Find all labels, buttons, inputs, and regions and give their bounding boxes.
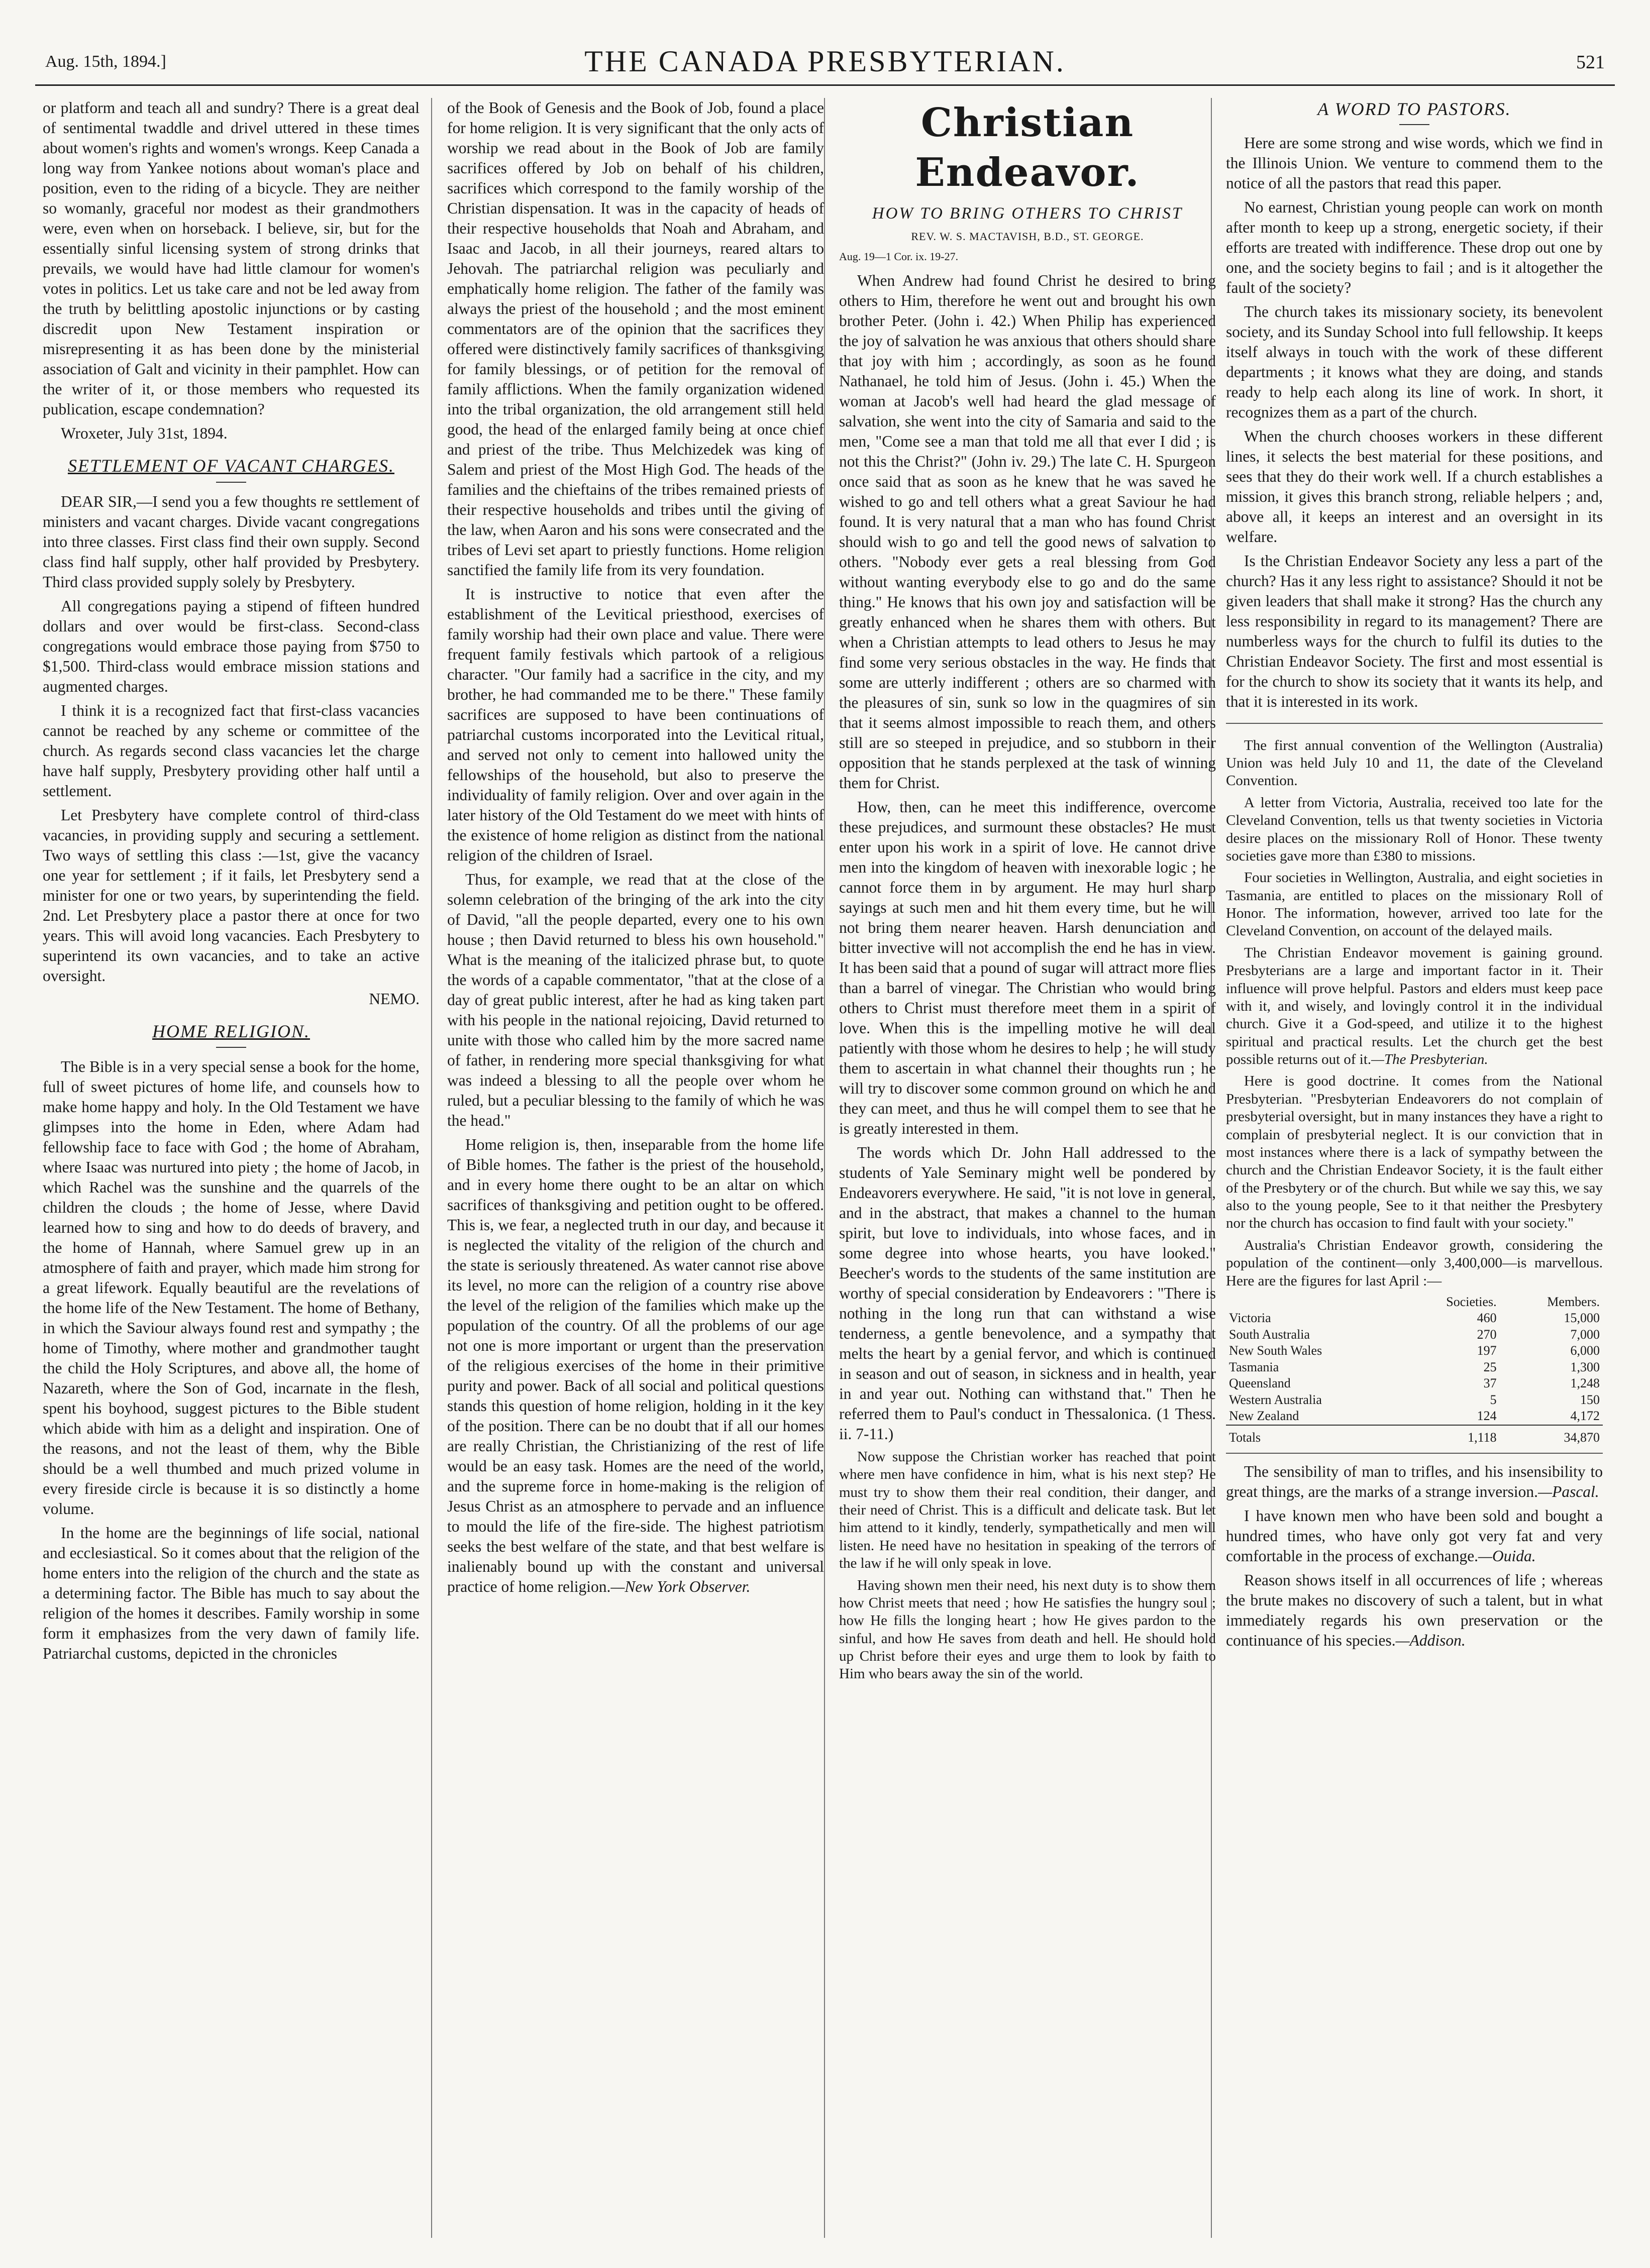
pastors-paragraph: No earnest, Christian young people can work on month after month to keep up a strong, energetic society, if their efforts are treated with indifference. These drop out one by one, and the society begins to fail ; and is it altogether the fault of the society? (1226, 198, 1603, 296)
table-total-row (1226, 1425, 1603, 1446)
heading-word-to-pastors: A WORD TO PASTORS. (1317, 99, 1511, 119)
issue-date: Aug. 15th, 1894.] (45, 52, 166, 71)
table-header-row (1226, 1294, 1603, 1311)
heading-rule (216, 482, 246, 483)
news-item (1226, 944, 1603, 1069)
article-paragraph: How, then, can he meet this indifference, overcome these prejudices, and surmount these obstacles? He must enter upon his work in a spirit of love. He cannot drive men into the kingdom of heaven with inexorable logic ; he cannot force them in by argument. He may hurl sharp sayings at such men and hit them every time, but he will not bring them nearer heaven. Harsh denunciation and bitter invective will not accomplish the end he has in view. It has been said that a pound of sugar will attract more flies than a barrel of vinegar. The Christian who would bring others to Christ must therefore meet them in a spirit of love. When this is the impelling motive he will deal patiently with those whom he desires to help ; he will study them to ascertain in what channel their thoughts run ; he will try to discover some common ground on which he and they can meet, and thus he will compel them to see that he is greatly interested in them. (839, 798, 1216, 1137)
table-row (1226, 1343, 1603, 1359)
members-count: 1,300 (1570, 1359, 1600, 1374)
table-row (1226, 1392, 1603, 1409)
quotation (1226, 1570, 1603, 1651)
settlement-paragraph: All congregations paying a stipend of fifteen hundred dollars and over would be first-class. Second-class congregations would embrace those paying from $750 to $1,500. Third-class would embrace mission stations and augmented charges. (43, 597, 420, 695)
pastors-paragraph: The church takes its missionary society, its benevolent society, and its Sunday School into full fellowship. It keeps itself always in touch with the work of these different departments ; it knows what they are doing, and stands ready to help each along its line of work. In short, it recognizes them as a part of the church. (1226, 302, 1603, 421)
societies-count: 37 (1483, 1376, 1497, 1391)
australia-statistics-table (1226, 1294, 1603, 1446)
column-divider (824, 98, 825, 2238)
members-count: 150 (1580, 1392, 1600, 1407)
column-2 (447, 98, 824, 2238)
table-row (1226, 1327, 1603, 1343)
region-name: New South Wales (1229, 1343, 1322, 1358)
news-item: A letter from Victoria, Australia, received too late for the Cleveland Convention, tells us that twenty societies in Victoria desire places on the missionary Roll of Honor. These twenty societies gave more than £380 to missions. (1226, 794, 1603, 864)
table-row (1226, 1310, 1603, 1327)
source-attribution: —New York Observer. (610, 1578, 751, 1595)
home-religion-paragraph: of the Book of Genesis and the Book of Job, found a place for home religion. It is very significant that the only acts of worship we read about in the Book of Job are family sacrifices offered by Job on behalf of his children, sacrifices which correspond to the family worship of the Christian dispensation. It was in the capacity of heads of their respective households that Noah and Abraham, and Isaac and Jacob, in all their journeys, reared altars to Jehovah. The patriarchal religion was peculiarly and emphatically home religion. The father of the family was always the priest of the household ; and the most eminent commentators are of the opinion that the sacrifices they offered were distinctively family sacrifices of thanksgiving for family blessings, or of petition for the removal of family afflictions. When the family organization widened into the tribal organization, the old arrangement still held good, the head of the enlarged family being at once chief and priest of the tribe. Thus Melchizedek was king of Salem and priest of the Most High God. The heads of the families and the chieftains of the tribes remained priests of their respective households and tribes until the giving of the law, when Aaron and his sons were consecrated and the tribes of Levi set apart to priestly functions. Home religion sanctified the family life from its very foundation. (447, 99, 824, 579)
societies-count: 5 (1490, 1392, 1497, 1407)
home-religion-paragraph: Thus, for example, we read that at the close of the solemn celebration of the bringing of the ark into the city of David, "all the people departed, every one to his own house ; then David returned to bless his own household." What is the meaning of the italicized phrase but, to quote the words of a capable commentator, "that at the close of a day of great public interest, after he had as king taken part with his people in the national rejoicing, David returned to unite with those who called him by the more sacred name of father, in rendering more special thanksgiving for what was indeed a blessing to all the people over whom he ruled, but a peculiar blessing to the family of which he was the head." (447, 871, 824, 1129)
settlement-paragraph: DEAR SIR,—I send you a few thoughts re settlement of ministers and vacant charges. Divide vacant congregations into three classes. First class find their own supply. Second class find half supply, other half provided by Presbytery. Third class provided supply solely by Presbytery. (43, 492, 420, 591)
settlement-paragraph: I think it is a recognized fact that first-class vacancies cannot be reached by any scheme or committee of the church. As regards second class vacancies let the charge have half supply, Presbytery providing other half until a settlement. (43, 701, 420, 800)
region-name: New Zealand (1229, 1409, 1299, 1424)
total-members: 34,870 (1500, 1425, 1603, 1446)
region-name: Queensland (1229, 1376, 1291, 1391)
region-name: Victoria (1229, 1311, 1271, 1326)
quotation-author: —Addison. (1395, 1632, 1466, 1650)
column-3 (839, 98, 1216, 2238)
region-name: Western Australia (1229, 1392, 1322, 1407)
news-item: The first annual convention of the Wellington (Australia) Union was held July 10 and 11, the date of the Cleveland Convention. (1226, 737, 1603, 789)
quotation (1226, 1462, 1603, 1502)
newspaper-title: THE CANADA PRESBYTERIAN. (584, 45, 1066, 78)
societies-count: 460 (1477, 1311, 1497, 1326)
settlement-signature: NEMO. (369, 990, 420, 1008)
letter-dateline: Wroxeter, July 31st, 1894. (61, 424, 228, 442)
table-row (1226, 1375, 1603, 1392)
home-religion-paragraph: The Bible is in a very special sense a book for the home, full of sweet pictures of home life, and counsels how to make home happy and holy. In the Old Testament we have glimpses into the home in Eden, where Adam had fellowship face to face with God ; the home of Abraham, where Isaac was nurtured into piety ; the home of Jacob, in which Rachel was the sunshine and the quarrels of the children the clouds ; the home of Jesse, where David learned how to sing and how to do deeds of bravery, and the home of Hannah, where Samuel grew up in an atmosphere of faith and prayer, which made him strong for a great lifework. Equally beautiful are the revelations of the home life of the New Testament. The home of Bethany, in which the Saviour always found rest and sympathy ; the home of Timothy, where mother and grandmother taught the child the Holy Scriptures, and above all, the home of Nazareth, where the Son of God, incarnate in the flesh, spent his boyhood, suggest pictures to the Bible student which abide with him as a delight and inspiration. One of the reasons, and not the least of them, why the Bible should be a well thumbed and much prized volume in every fireside circle is because it is so distinctly a home volume. (43, 1058, 420, 1518)
article-paragraph: The words which Dr. John Hall addressed to the students of Yale Seminary might well be pondered by Endeavorers everywhere. He said, "it is not love in general, and in the abstract, that makes a channel to the human spirit, but love to individuals, into whose faces, and in some degree into whose hearts, you have looked." Beecher's words to the students of the same institution are worthy of special consideration by Endeavorers : "There is nothing in the long run that can withstand a wise tenderness, a gentle benevolence, and a sympathy that melts the heart by a genial fervor, and which is continued in season and out of season, in sickness and in health, year in and year out. Nothing can withstand that." Then he referred them to Paul's conduct in Thessalonica. (1 Thess. ii. 7-11.) (839, 1143, 1216, 1443)
section-title-christian-endeavor: Christian Endeavor. (915, 100, 1140, 196)
quotation-author: —Pascal. (1538, 1483, 1599, 1501)
home-religion-paragraph: In the home are the beginnings of life social, national and ecclesiastical. So it comes about that the religion of the home enters into the religion of the church and the state as a determining factor. The Bible has much to say about the religion of the homes it describes. Family worship in some form it emphasizes from the very dawn of family life. Patriarchal customs, depicted in the chronicles (43, 1524, 420, 1663)
societies-count: 124 (1477, 1409, 1497, 1424)
table-header-members: Members. (1547, 1294, 1600, 1309)
column-divider (431, 98, 432, 2238)
heading-rule (1399, 124, 1429, 125)
page-number: 521 (1576, 52, 1605, 73)
letter-continuation: or platform and teach all and sundry? There is a great deal of sentimental twaddle and drivel uttered in these times about women's rights and women's wrongs. Keep Canada a long way from Yankee notions about woman's place and position, even to the riding of a bicycle. They are neither so womanly, graceful nor modest as their grandmothers were, even when on horseback. I believe, sir, but for the essentially sinful licensing system of strong drinks that prevails, we would have had little clamour for women's votes in politics. Let us take care and not be led away from the truth by belittling apostolic injunctions or by casting discredit upon New Testament inspiration or misrepresenting it as has been done by the ministerial association of Galt and vicinity in their pamphlet. How can the writer of it, or those members who requested its publication, escape condemnation? (43, 99, 420, 418)
quotation-text: The sensibility of man to trifles, and his insensibility to great things, are the marks of a strange inversion. (1226, 1463, 1603, 1501)
total-societies: 1,118 (1400, 1425, 1500, 1446)
column-1 (43, 98, 420, 2238)
total-label: Totals (1226, 1425, 1400, 1446)
societies-count: 25 (1483, 1359, 1497, 1374)
news-item: Here is good doctrine. It comes from the National Presbyterian. "Presbyterian Endeavorers do not complain of presbyterial oversight, but in many instances they have a right to complain of presbyterial neglect. It is our conviction that in most instances where there is a lack of sympathy between the church and the Christian Endeavor Society, it is the fault either of the Presbytery or of the church. But while we say this, we say also to the young people, See to it that neither the Presbytery nor the church has occasion to find fault with your society." (1226, 1073, 1603, 1232)
pastors-paragraph: Is the Christian Endeavor Society any less a part of the church? Has it any less right to assistance? Should it not be given leaders that shall make it strong? Has the church any less responsibility in regard to its management? There are numberless ways for the church to fulfil its duties to the Christian Endeavor Society. The first and most essential is for the church to show its society that it wants its help, and that it is interested in its work. (1226, 552, 1603, 710)
pastors-paragraph: When the church chooses workers in these different lines, it selects the best material for these positions, and sees that they do their work well. If a church establishes a mission, it gives this branch strong, reliable helpers ; and, above all, it keeps an interest and an oversight in its welfare. (1226, 427, 1603, 546)
home-religion-paragraph (447, 1135, 824, 1597)
article-byline: REV. W. S. MACTAVISH, B.D., ST. GEORGE. (911, 230, 1144, 243)
societies-count: 270 (1477, 1327, 1497, 1342)
news-item: Australia's Christian Endeavor growth, considering the population of the continent—only 3,400,000—is marvellous. Here are the figures for last April :— (1226, 1237, 1603, 1289)
home-religion-closing: Home religion is, then, inseparable from the home life of Bible homes. The father is the priest of the household, and in every home there ought to be an altar on which sacrifices of thanksgiving and petition ought to be offered. This is, we fear, a neglected truth in our day, and because it is neglected the vitality of the religion of the church and the state is seriously threatened. As water cannot rise above its level, no more can the religion of a country rise above the level of the religion of the families which make up the population of the country. Of all the problems of our age not one is more important or urgent than the preservation of the religious exercises of the home in their primitive purity and power. Back of all social and political questions stands this question of home religion, holding in it the key of the position. There can be no doubt that if all our homes are really Christian, the Christianizing of the rest of life would be an easy task. Homes are the need of the world, and the supreme force in home-making is the religion of Jesus Christ as an atmosphere to pervade and an influence to mould the life of the fire-side. The highest patriotism seeks the best welfare of the state, and that best welfare is inalienably bound up with the constant and universal practice of home religion. (447, 1136, 824, 1595)
heading-settlement: SETTLEMENT OF VACANT CHARGES. (67, 456, 395, 476)
members-count: 7,000 (1570, 1327, 1600, 1342)
table-row (1226, 1359, 1603, 1376)
region-name: Tasmania (1229, 1359, 1279, 1374)
lesson-reference: Aug. 19—1 Cor. ix. 19-27. (839, 250, 959, 263)
article-paragraph: Having shown men their need, his next duty is to show them how Christ meets that need ; how He satisfies the hungry soul ; how He fills the longing heart ; how He gives pardon to the sinful, and how He saves from death and hell. He should hold up Christ before their eyes and urge them to look by faith to Him who bears away the sin of the world. (839, 1577, 1216, 1682)
region-name: South Australia (1229, 1327, 1310, 1342)
table-header-blank (1226, 1294, 1400, 1311)
article-paragraph: When Andrew had found Christ he desired to bring others to Him, therefore he went out and brought his own brother Peter. (John i. 42.) When Philip has experienced the joy of salvation he was anxious that others should share that joy with him ; accordingly, as soon as he found Nathanael, he told him of Jesus. (John i. 45.) When the woman at Jacob's well had heard the glad message of salvation, she went into the city of Samaria and said to the men, "Come see a man that told me all that ever I did ; is not this the Christ?" (John iv. 29.) The late C. H. Spurgeon once said that as soon as he knew that he was saved he wished to go and tell others what a great Saviour he had found. It is very natural that a man who has found Christ should wish to go and tell the good news of salvation to others. "Nobody ever gets a real blessing from God without wanting everybody else to go and do the same thing." He knows that his own joy and satisfaction will be greatly enhanced when he shares them with others. But when a Christian attempts to lead others to Jesus he may find some very serious obstacles in the way. He finds that some are utterly indifferent ; others are so charmed with the pleasures of sin, sunk so low in the quagmires of sin that it seems almost impossible to reach them, and others still are so steeped in prejudice, and so stubborn in their opposition that he stands perplexed at the task of winning them for Christ. (839, 271, 1216, 792)
section-rule (1226, 723, 1603, 724)
members-count: 4,172 (1570, 1409, 1600, 1424)
quotation-text: I have known men who have been sold and bought a hundred times, who have only got very fat and very comfortable in the process of exchange. (1226, 1507, 1603, 1565)
table-header-societies: Societies. (1446, 1294, 1497, 1309)
members-count: 1,248 (1570, 1376, 1600, 1391)
section-rule (1226, 1453, 1603, 1454)
masthead (35, 44, 1615, 86)
quotation (1226, 1506, 1603, 1566)
heading-home-religion: HOME RELIGION. (152, 1021, 310, 1041)
members-count: 15,000 (1564, 1311, 1600, 1326)
heading-rule (216, 1047, 246, 1048)
news-text: The Christian Endeavor movement is gaining ground. Presbyterians are a large and important factor in it. Their influence will prove helpful. Pastors and elders must keep pace with it, and wisely, and lovingly control it in the individual church. Give it a God-speed, and utilize it to the highest spiritual and practical results. Let the church get the best possible returns out of it. (1226, 944, 1603, 1068)
settlement-paragraph: Let Presbytery have complete control of third-class vacancies, in providing supply and securing a settlement. Two ways of settling this class :—1st, give the vacancy one year for settlement ; if it fails, let Presbytery send a minister for one or two years, by superintending the field. 2nd. Let Presbytery place a pastor there at once for two years. This will avoid long vacancies. Each Presbytery to superintend its own vacancies, and to take an active oversight. (43, 806, 420, 985)
table-row (1226, 1408, 1603, 1425)
column-4 (1226, 98, 1603, 2238)
home-religion-paragraph: It is instructive to notice that even after the establishment of the Levitical priesthood, exercises of family worship had their own place and value. There were frequent family festivals which partook of a religious character. "Our family had a sacrifice in the city, and my brother, he had commanded me to be there." These family sacrifices are supposed to have been continuations of patriarchal customs incorporated into the Levitical ritual, and served not only to cement into hallowed unity the fellowships of the household, but also to preserve the individuality of family religion. Over and over again in the later history of the Old Testament do we meet with hints of the existence of home religion as distinct from the national religion of the children of Israel. (447, 585, 824, 864)
quotation-author: —Ouida. (1478, 1547, 1536, 1565)
members-count: 6,000 (1570, 1343, 1600, 1358)
news-item: Four societies in Wellington, Australia, and eight societies in Tasmania, are entitled to places on the missionary Roll of Honor. The information, however, arrived too late for the Cleveland Convention, on account of the delayed mails. (1226, 870, 1603, 939)
quotation-text: Reason shows itself in all occurrences of life ; whereas the brute makes no discovery of such a talent, but in what immediately regards his own preservation or the continuance of his species. (1226, 1571, 1603, 1650)
source-attribution: —The Presbyterian. (1371, 1051, 1488, 1068)
societies-count: 197 (1477, 1343, 1497, 1358)
article-heading: HOW TO BRING OTHERS TO CHRIST (872, 204, 1183, 223)
pastors-paragraph: Here are some strong and wise words, which we find in the Illinois Union. We venture to commend them to the notice of all the pastors that read this paper. (1226, 134, 1603, 192)
article-paragraph: Now suppose the Christian worker has reached that point where men have confidence in him, what is his next step? He must try to show them their real condition, their danger, and their need of Christ. This is a difficult and delicate task. But let him attend to it kindly, tenderly, sympathetically and men will listen. He need have no hesitation in speaking of the terrors of the law if he will only speak in love. (839, 1448, 1216, 1572)
